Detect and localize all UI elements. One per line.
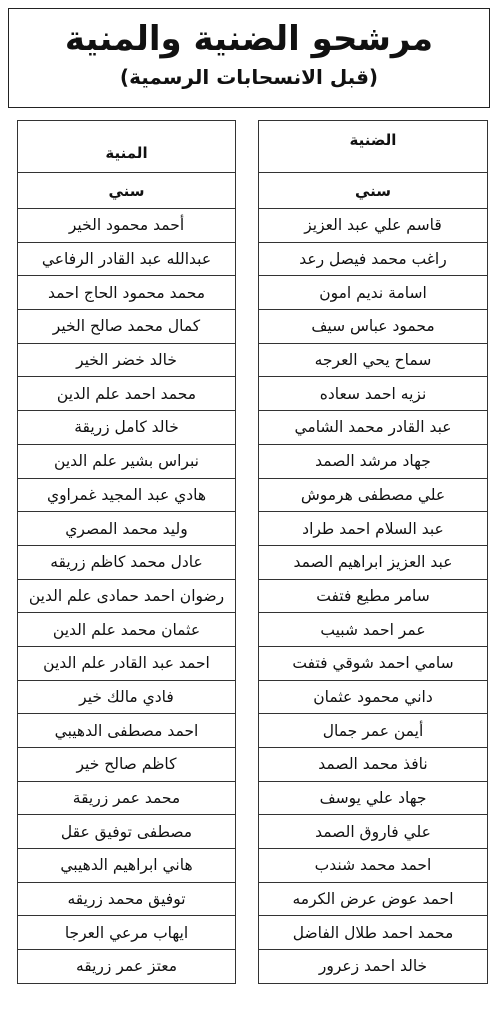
table-row [18, 377, 236, 411]
candidate-name: جهاد علي يوسف [259, 781, 488, 815]
table-row [259, 545, 488, 579]
page-title: مرشحو الضنية والمنية [64, 19, 434, 59]
table-row [18, 680, 236, 714]
table-row [259, 680, 488, 714]
table-row [18, 950, 236, 984]
candidate-name: محمود عباس سيف [259, 310, 488, 344]
table-row [259, 242, 488, 276]
table-row [18, 173, 236, 209]
table-row [259, 916, 488, 950]
candidate-name: ايهاب مرعي العرجا [18, 916, 236, 950]
table-row [259, 478, 488, 512]
table-row [18, 748, 236, 782]
table-row [259, 411, 488, 445]
candidate-name: عثمان محمد علم الدين [18, 613, 236, 647]
candidate-name: رضوان احمد حمادى علم الدين [18, 579, 236, 613]
candidate-name: خالد كامل زريقة [18, 411, 236, 445]
table-row [259, 882, 488, 916]
candidate-name: جهاد مرشد الصمد [259, 444, 488, 478]
candidate-name: راغب محمد فيصل رعد [259, 242, 488, 276]
candidate-name: اسامة نديم امون [259, 276, 488, 310]
candidate-name: نبراس بشير علم الدين [18, 444, 236, 478]
document-header [8, 8, 490, 108]
table-row [259, 310, 488, 344]
candidate-name: نافذ محمد الصمد [259, 748, 488, 782]
candidate-name: أحمد محمود الخير [18, 209, 236, 243]
sect-label: سني [259, 173, 488, 209]
candidates-table-minieh [17, 120, 236, 984]
table-row [259, 377, 488, 411]
table-row [18, 781, 236, 815]
table-row [18, 121, 236, 173]
column-heading: الضنية [259, 121, 488, 173]
table-row [259, 209, 488, 243]
candidate-name: احمد مصطفى الدهيبي [18, 714, 236, 748]
candidate-name: عبدالله عبد القادر الرفاعي [18, 242, 236, 276]
table-row [18, 310, 236, 344]
table-row [18, 579, 236, 613]
table-row [259, 613, 488, 647]
page-subtitle: (قبل الانسحابات الرسمية) [119, 65, 379, 89]
table-row [18, 714, 236, 748]
table-row [259, 276, 488, 310]
candidate-name: سامي احمد شوقي فتفت [259, 646, 488, 680]
table-row [259, 748, 488, 782]
candidate-name: خالد احمد زعرور [259, 950, 488, 984]
candidate-name: قاسم علي عبد العزيز [259, 209, 488, 243]
candidate-name: محمد احمد طلال الفاضل [259, 916, 488, 950]
candidate-name: محمد محمود الحاج احمد [18, 276, 236, 310]
table-row [18, 276, 236, 310]
table-row [259, 512, 488, 546]
candidate-name: سامر مطيع فتفت [259, 579, 488, 613]
candidate-name: سماح يحي العرجه [259, 343, 488, 377]
candidate-name: نزيه احمد سعاده [259, 377, 488, 411]
table-row [259, 444, 488, 478]
candidate-name: علي فاروق الصمد [259, 815, 488, 849]
candidate-name: معتز عمر زريقه [18, 950, 236, 984]
table-row [18, 613, 236, 647]
table-row [18, 444, 236, 478]
candidate-name: توفيق محمد زريقه [18, 882, 236, 916]
candidate-name: أيمن عمر جمال [259, 714, 488, 748]
table-row [259, 579, 488, 613]
table-row [18, 512, 236, 546]
sect-label: سني [18, 173, 236, 209]
candidate-name: كمال محمد صالح الخير [18, 310, 236, 344]
table-row [18, 545, 236, 579]
candidate-name: هادي عبد المجيد غمراوي [18, 478, 236, 512]
candidate-name: علي مصطفى هرموش [259, 478, 488, 512]
table-row [18, 411, 236, 445]
table-row [18, 882, 236, 916]
candidate-name: كاظم صالح خير [18, 748, 236, 782]
table-row [18, 815, 236, 849]
candidate-name: وليد محمد المصري [18, 512, 236, 546]
table-row [259, 815, 488, 849]
candidate-name: عادل محمد كاظم زريقه [18, 545, 236, 579]
table-row [259, 173, 488, 209]
candidate-name: مصطفى توفيق عقل [18, 815, 236, 849]
candidate-name: احمد محمد شندب [259, 849, 488, 883]
table-row [18, 478, 236, 512]
table-row [18, 916, 236, 950]
candidate-name: هاني ابراهيم الدهيبي [18, 849, 236, 883]
candidate-name: عبد السلام احمد طراد [259, 512, 488, 546]
table-row [18, 646, 236, 680]
table-row [259, 343, 488, 377]
candidate-name: عبد القادر محمد الشامي [259, 411, 488, 445]
candidate-name: احمد عبد القادر علم الدين [18, 646, 236, 680]
candidate-name: عبد العزيز ابراهيم الصمد [259, 545, 488, 579]
table-row [18, 849, 236, 883]
column-heading: المنية [18, 121, 236, 173]
table-row [18, 209, 236, 243]
candidate-name: فادي مالك خير [18, 680, 236, 714]
candidates-table-danniyeh [258, 120, 488, 984]
table-row [259, 781, 488, 815]
table-row [259, 714, 488, 748]
candidate-name: احمد عوض عرض الكرمه [259, 882, 488, 916]
table-row [259, 849, 488, 883]
table-row [18, 242, 236, 276]
table-row [259, 121, 488, 173]
candidate-name: محمد احمد علم الدين [18, 377, 236, 411]
candidate-name: خالد خضر الخير [18, 343, 236, 377]
candidate-name: داني محمود عثمان [259, 680, 488, 714]
table-row [18, 343, 236, 377]
candidate-name: عمر احمد شبيب [259, 613, 488, 647]
table-row [259, 646, 488, 680]
candidate-name: محمد عمر زريقة [18, 781, 236, 815]
table-row [259, 950, 488, 984]
